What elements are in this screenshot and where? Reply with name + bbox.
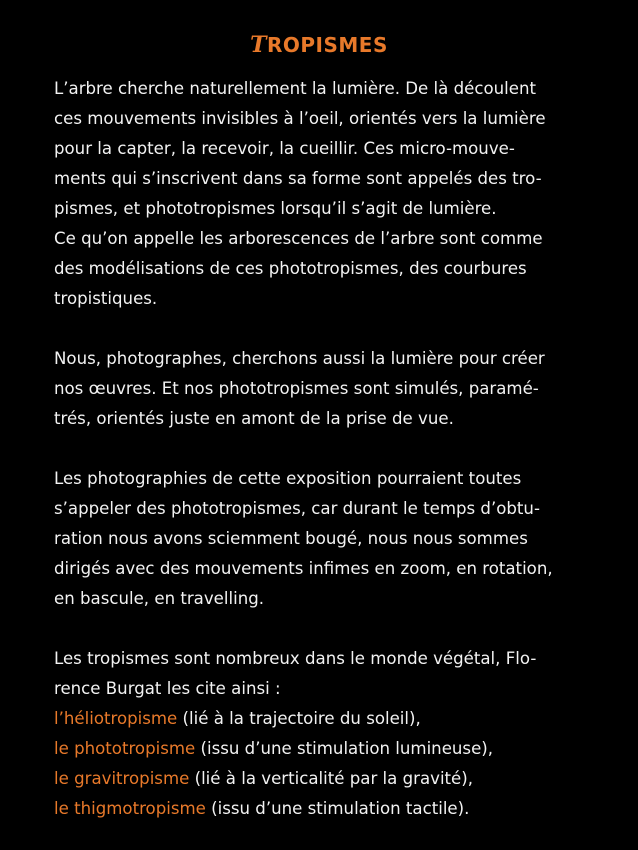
- paragraph-3: [54, 464, 594, 614]
- text-line: Nous, photographes, cherchons aussi la lumière pour créer: [54, 349, 545, 368]
- paragraph-spacer: [54, 614, 594, 644]
- tropism-desc: (lié à la trajectoire du soleil),: [177, 709, 421, 728]
- tropism-desc: (lié à la verticalité par la gravité),: [189, 769, 474, 788]
- text-line: Ce qu’on appelle les arborescences de l’arbre sont comme: [54, 229, 543, 248]
- title-dropcap: T: [250, 32, 267, 58]
- tropism-term: l’héliotropisme: [54, 709, 178, 728]
- title-rest: ROPISMES: [267, 33, 388, 57]
- text-line: dirigés avec des mouvements infimes en zoom, en rotation,: [54, 559, 553, 578]
- tropism-item: [54, 794, 594, 824]
- text-line: pismes, et phototropismes lorsqu’il s’agit de lumière.: [54, 199, 497, 218]
- body-text: [54, 74, 594, 824]
- tropism-item: [54, 734, 594, 764]
- paragraph-spacer: [54, 314, 594, 344]
- text-line: Les tropismes sont nombreux dans le monde végétal, Flo-: [54, 649, 537, 668]
- text-line: ces mouvements invisibles à l’oeil, orientés vers la lumière: [54, 109, 546, 128]
- page-title: [0, 32, 638, 58]
- paragraph-2: [54, 344, 594, 434]
- tropism-desc: (issu d’une stimulation lumineuse),: [195, 739, 494, 758]
- text-line: s’appeler des phototropismes, car durant le temps d’obtu-: [54, 499, 540, 518]
- text-line: tropistiques.: [54, 289, 158, 308]
- text-line: en bascule, en travelling.: [54, 589, 265, 608]
- paragraph-spacer: [54, 434, 594, 464]
- tropism-term: le thigmotropisme: [54, 799, 206, 818]
- text-line: pour la capter, la recevoir, la cueillir. Ces micro-mouve-: [54, 139, 515, 158]
- tropism-term: le phototropisme: [54, 739, 196, 758]
- tropism-item: [54, 704, 594, 734]
- tropism-desc: (issu d’une stimulation tactile).: [205, 799, 470, 818]
- text-line: des modélisations de ces phototropismes, des courbures: [54, 259, 527, 278]
- tropism-term: le gravitropisme: [54, 769, 190, 788]
- text-line: nos œuvres. Et nos phototropismes sont simulés, paramé-: [54, 379, 539, 398]
- text-line: Les photographies de cette exposition pourraient toutes: [54, 469, 522, 488]
- text-line: rence Burgat les cite ainsi :: [54, 679, 281, 698]
- text-line: L’arbre cherche naturellement la lumière. De là découlent: [54, 79, 536, 98]
- text-line: ments qui s’inscrivent dans sa forme sont appelés des tro-: [54, 169, 542, 188]
- paragraph-1: [54, 74, 594, 314]
- paragraph-4: [54, 644, 594, 824]
- text-line: ration nous avons sciemment bougé, nous nous sommes: [54, 529, 528, 548]
- text-line: trés, orientés juste en amont de la prise de vue.: [54, 409, 454, 428]
- tropism-item: [54, 764, 594, 794]
